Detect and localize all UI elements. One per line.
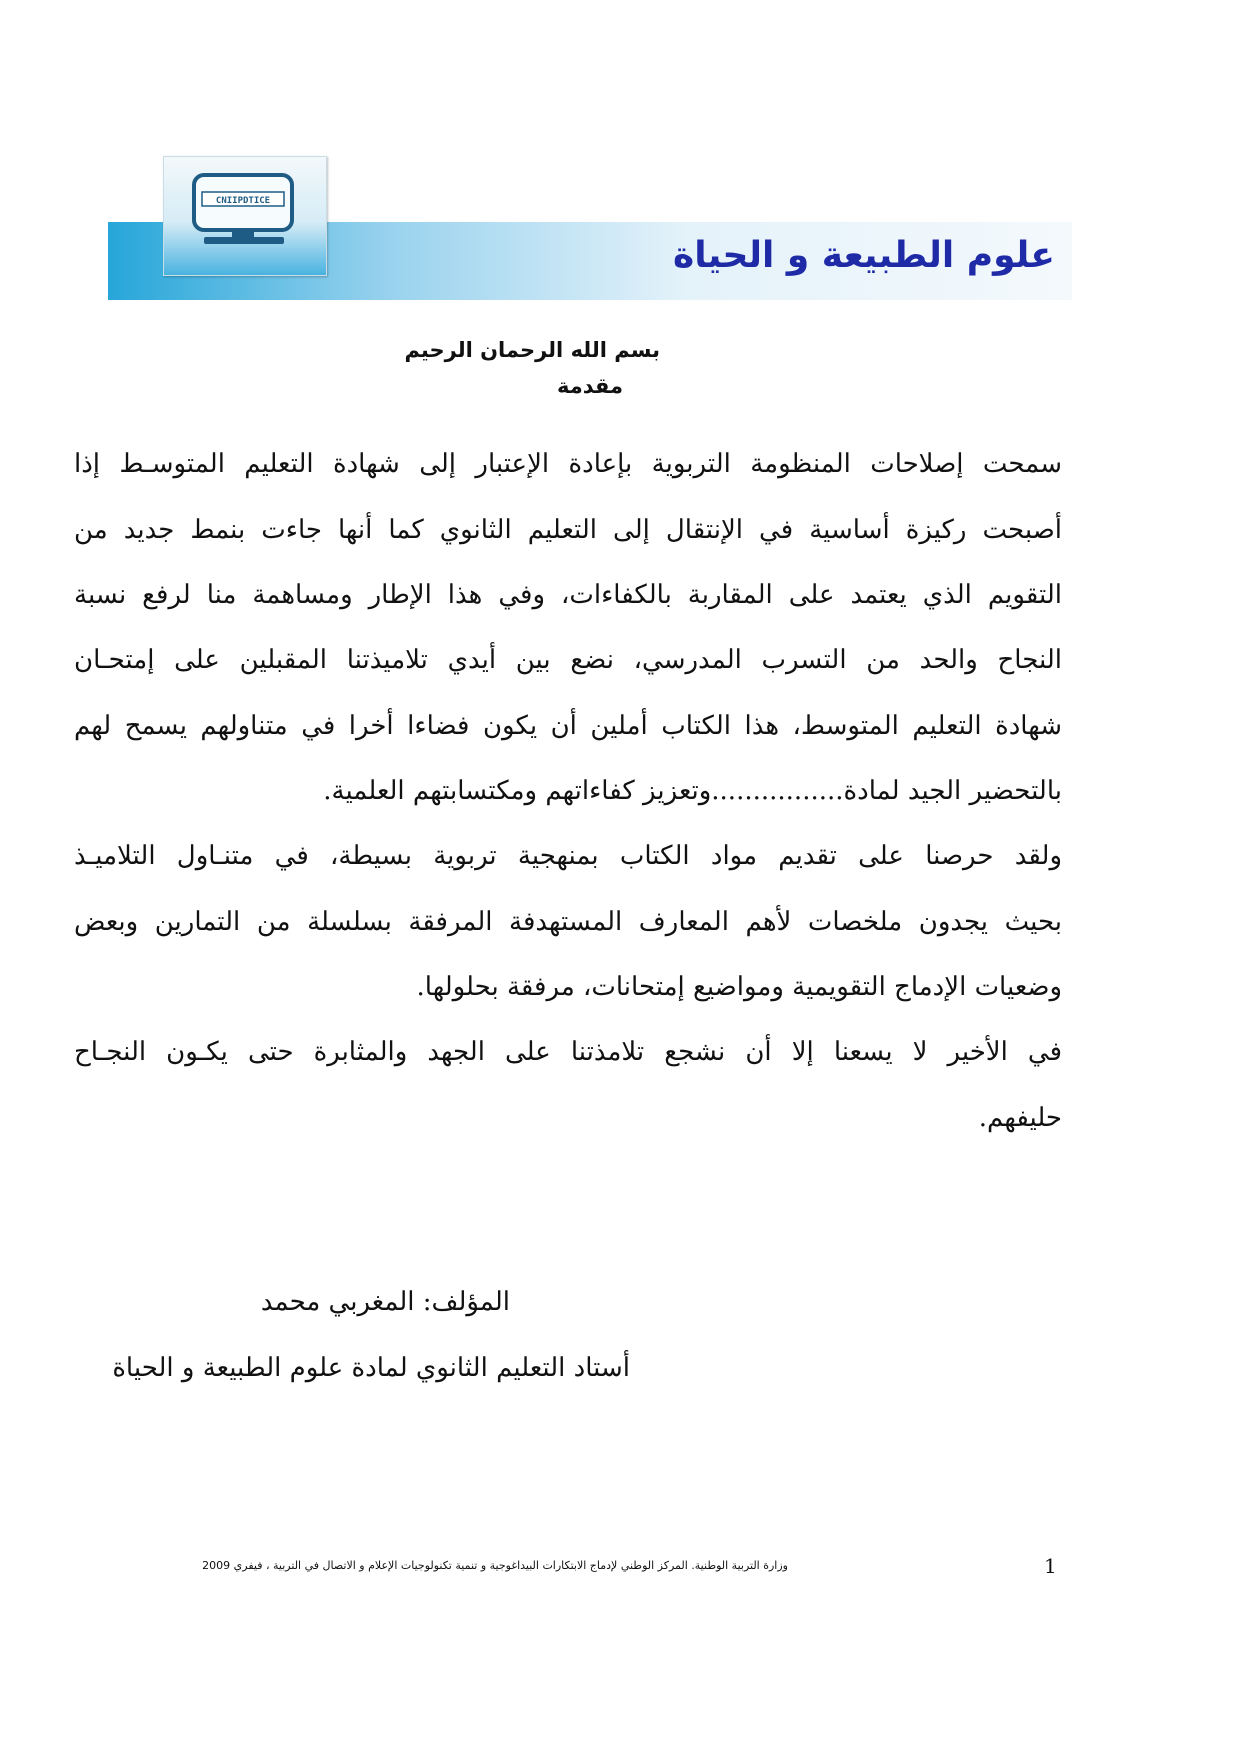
logo-text: CNIIPDTICE <box>215 196 271 206</box>
page-title: علوم الطبيعة و الحياة <box>673 235 1055 276</box>
paragraph-line: سمحت إصلاحات المنظومة التربوية بإعادة الإعتبار إلى شهادة التعليم المتوسـط إذا <box>74 449 1062 479</box>
monitor-icon <box>164 157 326 275</box>
author-role: أستاد التعليم الثانوي لمادة علوم الطبيعة و الحياة <box>112 1353 630 1383</box>
section-heading: مقدمة <box>557 374 623 398</box>
paragraph-line: بحيث يجدون ملخصات لأهم المعارف المستهدفة المرفقة بسلسلة من التمارين وبعض <box>74 907 1062 937</box>
page-number: 1 <box>1044 1554 1057 1578</box>
paragraph-line: شهادة التعليم المتوسط، هذا الكتاب أملين أن يكون فضاءا أخرا في متناولهم يسمح لهم <box>74 711 1062 741</box>
author-name: المؤلف: المغربي محمد <box>260 1287 510 1317</box>
paragraph-line: التقويم الذي يعتمد على المقاربة بالكفاءات، وفي هذا الإطار ومساهمة منا لرفع نسبة <box>74 580 1062 610</box>
paragraph-line: بالتحضير الجيد لمادة................وتعزيز كفاءاتهم ومكتسابتهم العلمية. <box>323 776 1062 806</box>
paragraph-line: في الأخير لا يسعنا إلا أن نشجع تلامذتنا على الجهد والمثابرة حتى يكـون النجـاح <box>74 1037 1062 1067</box>
paragraph-line: أصبحت ركيزة أساسية في الإنتقال إلى التعليم الثانوي كما أنها جاءت بنمط جديد من <box>74 515 1062 545</box>
paragraph-line: النجاح والحد من التسرب المدرسي، نضع بين أيدي تلاميذتنا المقبلين على إمتحـان <box>74 645 1062 675</box>
footer-text: وزارة التربية الوطنية. المركز الوطني لإدماج الابتكارات البيداغوجية و تنمية تكنولوجيات الإعلام و الاتصال في التربية ، فيفري 2009 <box>202 1559 788 1572</box>
logo <box>163 156 327 276</box>
paragraph-line: حليفهم. <box>978 1103 1062 1133</box>
paragraph-line: وضعيات الإدماج التقويمية ومواضيع إمتحانات، مرفقة بحلولها. <box>416 972 1062 1002</box>
basmala: بسم الله الرحمان الرحيم <box>404 338 660 362</box>
paragraph-line: ولقد حرصنا على تقديم مواد الكتاب بمنهجية تربوية بسيطة، في متنـاول التلاميـذ <box>74 841 1062 871</box>
